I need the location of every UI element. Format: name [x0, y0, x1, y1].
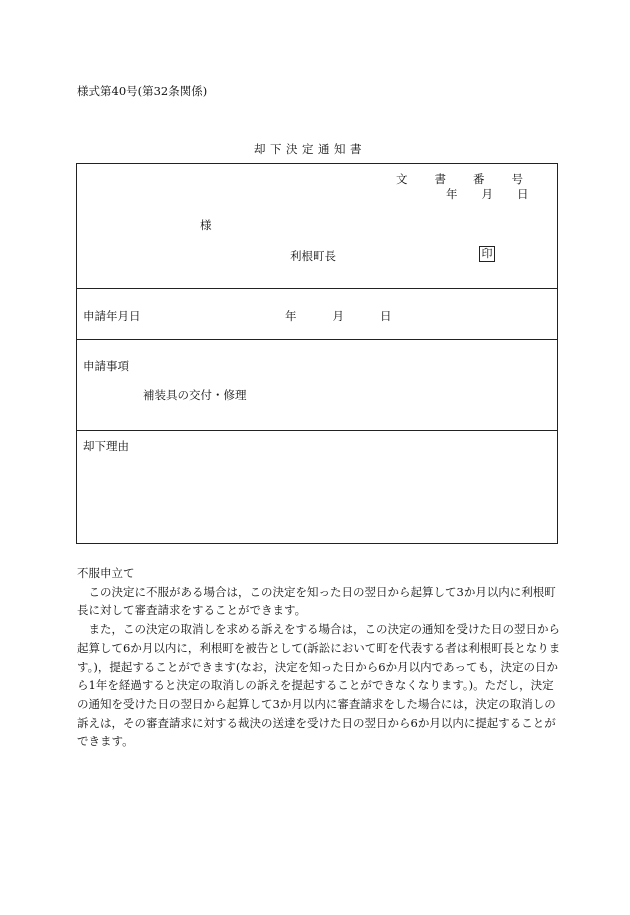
year-label: 年	[285, 309, 297, 323]
rejection-reason-section	[76, 430, 558, 544]
date-day-label: 日	[517, 187, 529, 201]
doc-number-char: 号	[511, 172, 523, 186]
form-number: 様式第40号(第32条関係)	[77, 84, 208, 98]
month-label: 月	[332, 309, 344, 323]
day-label: 日	[380, 309, 392, 323]
application-date-section	[76, 288, 558, 339]
rejection-reason-label: 却下理由	[83, 439, 129, 453]
appeal-paragraph-2: また，この決定の取消しを求める訴えをする場合は，この決定の通知を受けた日の翌日から起算して6か月以内に，利根町を被告として(訴訟において町を代表する者は利根町長となります。)，提起することができます(なお，決定を知った日から6か月以内であっても，決定の日から1年を経過すると決定の取消しの訴えを提起することができなくなります。)。ただし，決定の通知を受けた日の翌日から起算して3か月以内に審査請求をした場合には，決定の取消しの訴えは，その審査請求に対する裁決の送達を受けた日の翌日から6か月以内に提起することができます。	[77, 622, 561, 749]
application-date-fields	[285, 308, 392, 324]
document-number	[396, 171, 523, 187]
appeal-paragraph-1: この決定に不服がある場合は，この決定を知った日の翌日から起算して3か月以内に利根町長に対して審査請求をすることができます。	[77, 584, 556, 618]
application-date-label: 申請年月日	[83, 309, 141, 323]
doc-number-char: 書	[434, 172, 446, 186]
appeal-heading: 不服申立て	[77, 566, 135, 580]
seal-mark: 印	[479, 246, 495, 262]
document-date	[446, 186, 529, 202]
recipient-honorific: 様	[200, 218, 212, 232]
issuer-name: 利根町長	[290, 249, 336, 263]
notice-header-section	[76, 163, 558, 288]
document-title: 却下決定通知書	[254, 142, 366, 156]
date-month-label: 月	[481, 187, 493, 201]
application-matter-value: 補装具の交付・修理	[143, 388, 247, 402]
doc-number-char: 文	[396, 172, 408, 186]
doc-number-char: 番	[473, 172, 485, 186]
date-year-label: 年	[446, 187, 458, 201]
application-matter-section	[76, 339, 558, 430]
application-matter-label: 申請事項	[83, 359, 129, 373]
appeal-notice	[77, 564, 562, 751]
